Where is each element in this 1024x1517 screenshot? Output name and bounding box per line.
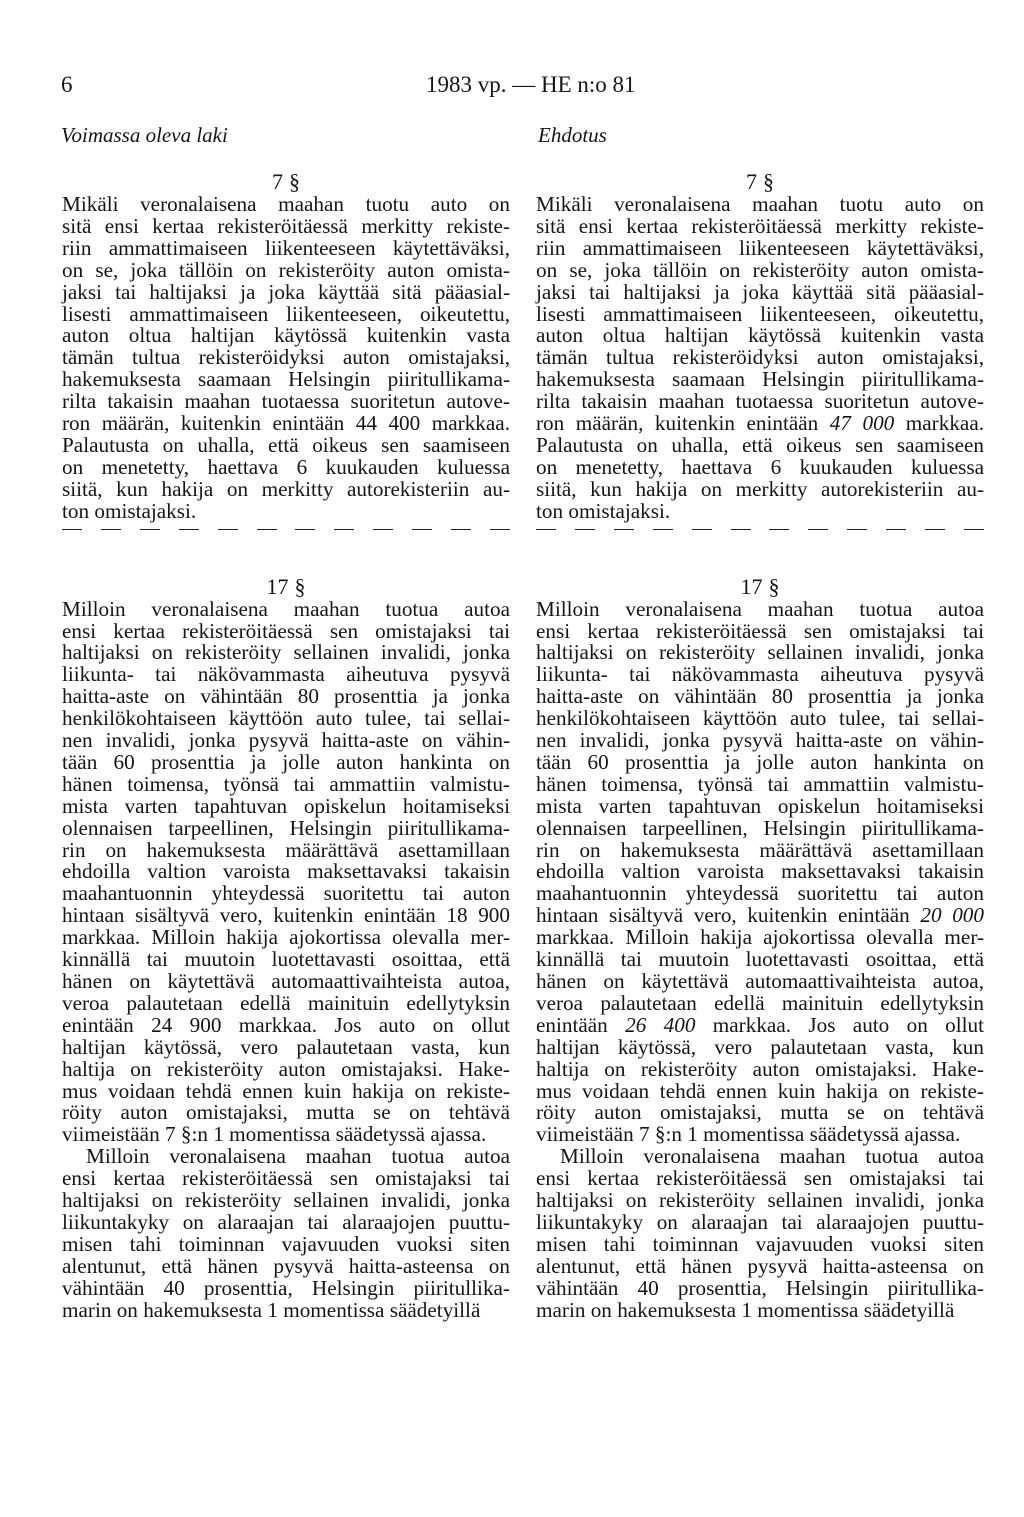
text-line: hintaan sisältyvä vero, kuitenkin enintään 20 000 — [536, 903, 984, 928]
text-line: mus voidaan tehdä ennen kuin hakija on rekiste- — [536, 1078, 984, 1103]
text-line: Milloin veronalaisena maahan tuotua autoa — [560, 1144, 984, 1169]
text-line: viimeistään 7 §:n 1 momentissa säädetyssä ajassa. — [536, 1122, 961, 1147]
section-sign: § — [294, 573, 306, 599]
text-line: hänen toimensa, työnsä tai ammattiin valmistu- — [536, 771, 984, 796]
text-line: enintään 24 900 markkaa. Jos auto on ollut — [62, 1012, 510, 1037]
text-line: Milloin veronalaisena maahan tuotua autoa — [536, 596, 984, 621]
text-line: auton oltua haltijan käytössä kuitenkin vasta — [62, 323, 510, 348]
text-line: tämän tultua rekisteröidyksi auton omistajaksi, — [62, 345, 510, 370]
text-line: mus voidaan tehdä ennen kuin hakija on rekiste- — [62, 1078, 510, 1103]
section-number: 17 — [266, 573, 289, 599]
text-line: rin on hakemuksesta määrättävä asettamillaan — [62, 837, 510, 862]
text-line: ron määrän, kuitenkin enintään 47 000 markkaa. — [536, 411, 985, 436]
paragraph — [62, 596, 510, 1322]
text-line: henkilökohtaiseen käyttöön auto tulee, tai sellai- — [536, 706, 984, 731]
text-line: rilta takaisin maahan tuotaessa suoritetun autove- — [536, 389, 984, 414]
section-7-proposal — [536, 170, 984, 541]
text-line: haltijaksi on rekisteröity sellainen invalidi, jonka — [62, 1188, 510, 1213]
paragraph — [536, 194, 984, 523]
text-line: marin on hakemuksesta 1 momentissa säädetyillä — [62, 1297, 481, 1322]
text-line: nen invalidi, jonka pysyvä haitta-aste on vähin- — [62, 728, 510, 753]
text-line: haitta-aste on vähintään 80 prosenttia ja jonka — [62, 684, 510, 709]
text-line: on se, joka tällöin on rekisteröity auton omista- — [536, 257, 984, 282]
section-heading — [536, 170, 984, 194]
left-column-title: Voimassa oleva laki — [61, 123, 228, 147]
section-sign: § — [289, 169, 300, 194]
text-line: on menetetty, haettava 6 kuukauden kuluessa — [536, 454, 984, 479]
text-line: olennaisen tarpeellinen, Helsingin piiritullikama- — [536, 815, 984, 840]
section-number: 7 — [272, 169, 283, 194]
text-line: Mikäli veronalaisena maahan tuotu auto on — [62, 192, 510, 216]
text-line: alentunut, että hänen pysyvä haitta-asteensa on — [62, 1253, 510, 1278]
section-number: 7 — [746, 169, 757, 194]
page-number: 6 — [61, 72, 73, 97]
page-header — [0, 72, 1024, 106]
text-line: kinnällä tai muutoin luotettavasti osoittaa, että — [62, 947, 510, 972]
section-heading — [62, 170, 510, 194]
text-line: jaksi tai haltijaksi ja joka käyttää sitä pääasial- — [62, 279, 510, 304]
omission-dashes — [62, 529, 510, 541]
omission-dashes — [536, 529, 984, 541]
text-line: haltijaksi on rekisteröity sellainen invalidi, jonka — [536, 1188, 984, 1213]
text-line: rilta takaisin maahan tuotaessa suoritetun autove- — [62, 389, 510, 414]
text-line: veroa palautetaan edellä mainituin edellytyksin — [62, 990, 510, 1015]
text-line: vähintään 40 prosenttia, Helsingin piiritullika- — [536, 1275, 984, 1300]
text-line: ehdoilla valtion varoista maksettavaksi takaisin — [62, 859, 510, 884]
text-line: röity auton omistajaksi, mutta se on tehtävä — [536, 1100, 984, 1125]
text-line: liikunta- tai näkövammasta aiheutuva pysyvä — [62, 662, 510, 687]
text-line: tämän tultua rekisteröidyksi auton omistajaksi, — [536, 345, 984, 370]
text-line: ensi kertaa rekisteröitäessä sen omistajaksi tai — [62, 618, 510, 643]
text-line: enintään 26 400 markkaa. Jos auto on ollut — [536, 1012, 984, 1037]
right-column-title: Ehdotus — [538, 123, 607, 147]
section-text — [62, 596, 510, 1322]
text-line: on menetetty, haettava 6 kuukauden kuluessa — [62, 454, 510, 479]
text-line: on se, joka tällöin on rekisteröity auton omista- — [62, 257, 510, 282]
section-7-current — [62, 170, 510, 541]
text-line: lisesti ammattimaiseen liikenteeseen, oikeutettu, — [62, 301, 510, 326]
current-law-column — [62, 170, 510, 1322]
text-line: haltija on rekisteröity auton omistajaksi. Hake- — [536, 1056, 984, 1081]
text-line: markkaa. Milloin hakija ajokortissa olevalla mer- — [62, 925, 510, 950]
text-line: alentunut, että hänen pysyvä haitta-asteensa on — [536, 1253, 984, 1278]
text-line: haitta-aste on vähintään 80 prosenttia ja jonka — [536, 684, 984, 709]
section-17-proposal — [536, 575, 984, 1322]
text-line: ensi kertaa rekisteröitäessä sen omistajaksi tai — [62, 1166, 510, 1191]
text-line: tään 60 prosenttia ja jolle auton hankinta on — [62, 749, 510, 774]
text-line: hänen on käytettävä automaattivaihteista autoa, — [62, 969, 510, 993]
text-line: mista varten tapahtuvan opiskelun hoitamiseksi — [536, 793, 984, 818]
section-text — [62, 194, 510, 523]
text-line: riin ammattimaiseen liikenteeseen käytettäväksi, — [62, 235, 510, 260]
text-line: markkaa. Milloin hakija ajokortissa olevalla mer- — [536, 925, 984, 950]
text-line: Milloin veronalaisena maahan tuotua autoa — [86, 1144, 510, 1169]
text-line: liikunta- tai näkövammasta aiheutuva pysyvä — [536, 662, 984, 687]
section-sign: § — [768, 573, 780, 599]
text-line: siitä, kun hakija on merkitty autorekisteriin au- — [536, 476, 984, 501]
paragraph — [536, 596, 984, 1322]
text-line: siitä, kun hakija on merkitty autorekisteriin au- — [62, 476, 510, 501]
text-line: haltijaksi on rekisteröity sellainen invalidi, jonka — [62, 640, 510, 665]
text-line: hänen toimensa, työnsä tai ammattiin valmistu- — [62, 771, 510, 796]
text-line: hakemuksesta saamaan Helsingin piiritullikama- — [536, 367, 984, 392]
text-line: liikuntakyky on alaraajan tai alaraajojen puuttu- — [62, 1209, 510, 1234]
text-line: haltijan käytössä, vero palautetaan vasta, kun — [62, 1034, 510, 1059]
paragraph — [62, 194, 510, 523]
text-line: Milloin veronalaisena maahan tuotua autoa — [62, 596, 510, 621]
text-line: rin on hakemuksesta määrättävä asettamillaan — [536, 837, 984, 862]
section-sign: § — [763, 169, 774, 194]
text-line: liikuntakyky on alaraajan tai alaraajojen puuttu- — [536, 1209, 984, 1234]
text-line: mista varten tapahtuvan opiskelun hoitamiseksi — [62, 793, 510, 818]
text-line: nen invalidi, jonka pysyvä haitta-aste on vähin- — [536, 728, 984, 753]
text-line: ensi kertaa rekisteröitäessä sen omistajaksi tai — [536, 1166, 984, 1191]
section-text — [536, 194, 984, 523]
text-line: haltijaksi on rekisteröity sellainen invalidi, jonka — [536, 640, 984, 665]
text-line: kinnällä tai muutoin luotettavasti osoittaa, että — [536, 947, 984, 972]
text-line: marin on hakemuksesta 1 momentissa säädetyillä — [536, 1297, 955, 1322]
text-line: ton omistajaksi. — [62, 498, 197, 523]
text-line: vähintään 40 prosenttia, Helsingin piiritullika- — [62, 1275, 510, 1300]
text-line: ensi kertaa rekisteröitäessä sen omistajaksi tai — [536, 618, 984, 643]
text-line: Palautusta on uhalla, että oikeus sen saamiseen — [62, 432, 510, 457]
text-line: haltijan käytössä, vero palautetaan vasta, kun — [536, 1034, 984, 1059]
text-line: ehdoilla valtion varoista maksettavaksi takaisin — [536, 859, 984, 884]
text-line: riin ammattimaiseen liikenteeseen käytettäväksi, — [536, 235, 984, 260]
section-17-current — [62, 575, 510, 1322]
text-line: röity auton omistajaksi, mutta se on tehtävä — [62, 1100, 510, 1125]
text-line: jaksi tai haltijaksi ja joka käyttää sitä pääasial- — [536, 279, 984, 304]
text-line: maahantuonnin yhteydessä suoritettu tai auton — [536, 881, 984, 906]
section-heading — [62, 575, 510, 599]
text-line: hakemuksesta saamaan Helsingin piiritullikama- — [62, 367, 510, 392]
text-line: sitä ensi kertaa rekisteröitäessä merkitty rekiste- — [536, 213, 984, 238]
text-line: misen tahi toiminnan vajavuuden vuoksi siten — [62, 1231, 510, 1256]
text-line: henkilökohtaiseen käyttöön auto tulee, tai sellai- — [62, 706, 510, 731]
text-line: maahantuonnin yhteydessä suoritettu tai auton — [62, 881, 510, 906]
text-line: hintaan sisältyvä vero, kuitenkin enintään 18 900 — [62, 903, 510, 928]
text-line: Mikäli veronalaisena maahan tuotu auto on — [536, 192, 984, 216]
text-line: haltija on rekisteröity auton omistajaksi. Hake- — [62, 1056, 510, 1081]
proposal-column — [536, 170, 984, 1322]
text-line: olennaisen tarpeellinen, Helsingin piiritullikama- — [62, 815, 510, 840]
text-line: ton omistajaksi. — [536, 498, 671, 523]
text-line: misen tahi toiminnan vajavuuden vuoksi siten — [536, 1231, 984, 1256]
text-line: veroa palautetaan edellä mainituin edellytyksin — [536, 990, 984, 1015]
text-line: tään 60 prosenttia ja jolle auton hankinta on — [536, 749, 984, 774]
text-line: lisesti ammattimaiseen liikenteeseen, oikeutettu, — [536, 301, 984, 326]
section-text — [536, 596, 984, 1322]
section-heading — [536, 575, 984, 599]
text-line: sitä ensi kertaa rekisteröitäessä merkitty rekiste- — [62, 213, 510, 238]
text-line: ron määrän, kuitenkin enintään 44 400 markkaa. — [62, 411, 510, 436]
text-line: Palautusta on uhalla, että oikeus sen saamiseen — [536, 432, 984, 457]
section-number: 17 — [740, 573, 763, 599]
text-line: viimeistään 7 §:n 1 momentissa säädetyssä ajassa. — [62, 1122, 487, 1147]
running-title: 1983 vp. — HE n:o 81 — [426, 72, 636, 97]
text-line: hänen on käytettävä automaattivaihteista autoa, — [536, 969, 984, 993]
text-line: auton oltua haltijan käytössä kuitenkin vasta — [536, 323, 984, 348]
